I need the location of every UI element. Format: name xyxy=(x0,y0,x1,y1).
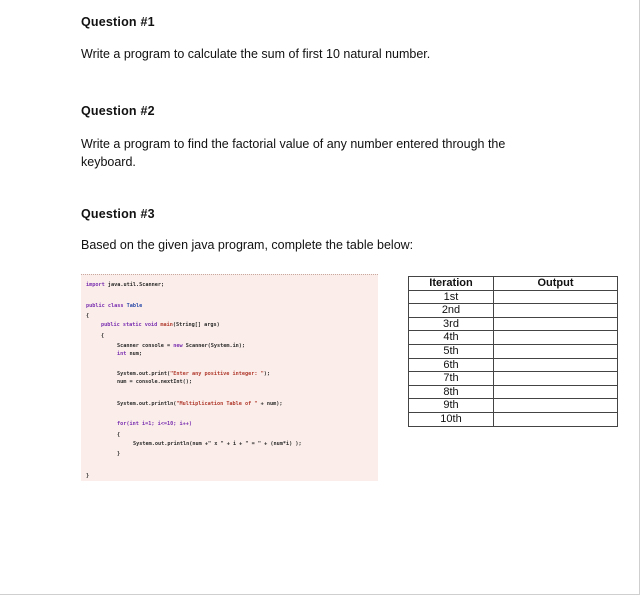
code-line-main: public static void main(String[] args) xyxy=(101,322,220,328)
table-row xyxy=(409,412,618,426)
question-2-title: Question #2 xyxy=(81,104,155,118)
iteration-cell: 8th xyxy=(409,385,494,399)
question-2-text: Write a program to find the factorial value of any number entered through the keyboard. xyxy=(81,137,506,169)
iteration-cell: 3rd xyxy=(409,317,494,331)
table-row xyxy=(409,358,618,372)
code-line-class: public class Table xyxy=(86,303,143,309)
table-row xyxy=(409,344,618,358)
output-cell xyxy=(494,385,618,399)
output-cell xyxy=(494,358,618,372)
question-1-text: Write a program to calculate the sum of first 10 natural number. xyxy=(81,47,431,61)
output-cell xyxy=(494,399,618,413)
iteration-cell: 2nd xyxy=(409,304,494,318)
iteration-output-table xyxy=(408,276,618,427)
code-line-import: import java.util.Scanner; xyxy=(86,282,165,288)
iteration-cell: 1st xyxy=(409,290,494,304)
table-row xyxy=(409,290,618,304)
header-output: Output xyxy=(494,277,618,291)
table-row xyxy=(409,372,618,386)
code-line-for-close: } xyxy=(117,451,121,457)
output-cell xyxy=(494,372,618,386)
iteration-cell: 9th xyxy=(409,399,494,413)
table-row xyxy=(409,399,618,413)
table-row xyxy=(409,317,618,331)
table-row xyxy=(409,304,618,318)
code-line-read: num = console.nextInt(); xyxy=(117,379,192,385)
code-line-loop-println: System.out.println(num +" x " + i + " = " + (num*i) ); xyxy=(133,441,302,447)
table-row xyxy=(409,331,618,345)
header-iteration: Iteration xyxy=(409,277,494,291)
code-line-open-brace: { xyxy=(86,313,90,319)
table-row xyxy=(409,385,618,399)
code-line-println: System.out.println("Multiplication Table of " + num); xyxy=(117,401,283,407)
output-cell xyxy=(494,331,618,345)
question-3-text: Based on the given java program, complete the table below: xyxy=(81,238,414,252)
code-line-int: int num; xyxy=(117,351,142,357)
code-line-scanner: Scanner console = new Scanner(System.in); xyxy=(117,343,246,349)
code-line-main-brace: { xyxy=(101,333,105,339)
java-code-image xyxy=(81,274,378,481)
output-cell xyxy=(494,344,618,358)
output-cell xyxy=(494,290,618,304)
code-line-print: System.out.print("Enter any positive integer: "); xyxy=(117,371,271,377)
output-cell xyxy=(494,317,618,331)
question-1-title: Question #1 xyxy=(81,15,155,29)
output-cell xyxy=(494,412,618,426)
iteration-cell: 4th xyxy=(409,331,494,345)
question-3-title: Question #3 xyxy=(81,207,155,221)
iteration-cell: 6th xyxy=(409,358,494,372)
table-header-row xyxy=(409,277,618,291)
iteration-cell: 10th xyxy=(409,412,494,426)
iteration-cell: 5th xyxy=(409,344,494,358)
iteration-cell: 7th xyxy=(409,372,494,386)
code-line-for-brace: { xyxy=(117,432,121,438)
output-cell xyxy=(494,304,618,318)
code-line-class-close: } xyxy=(86,473,90,479)
code-line-for: for(int i=1; i<=10; i++) xyxy=(117,421,192,427)
